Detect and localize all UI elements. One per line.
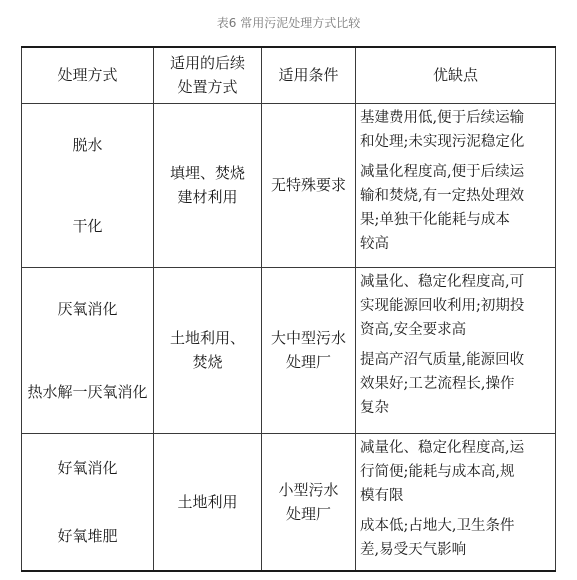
disposal-line: 建材利用 bbox=[177, 188, 238, 206]
note-line: 和处理;未实现污泥稳定化 bbox=[360, 133, 525, 150]
note-line: 较高 bbox=[360, 235, 389, 252]
table-row bbox=[22, 267, 556, 433]
condition-line: 无特殊要求 bbox=[270, 176, 346, 194]
header-condition: 适用条件 bbox=[262, 47, 356, 103]
note-line: 减量化、稳定化程度高,可 bbox=[360, 273, 525, 290]
note-line: 行简便;能耗与成本高,规 bbox=[360, 463, 515, 480]
disposal-cell bbox=[154, 103, 262, 267]
table-row bbox=[22, 433, 556, 571]
method-name: 干化 bbox=[72, 217, 103, 236]
method-name: 好氧堆肥 bbox=[57, 527, 118, 546]
header-disposal bbox=[154, 47, 262, 103]
disposal-line: 土地利用、 bbox=[169, 329, 245, 347]
note-line: 模有限 bbox=[360, 487, 404, 504]
condition-cell bbox=[262, 267, 356, 433]
header-disposal-line2: 处置方式 bbox=[177, 78, 238, 97]
disposal-line: 填埋、焚烧 bbox=[169, 164, 245, 182]
condition-cell bbox=[262, 433, 356, 571]
method-name: 脱水 bbox=[72, 135, 103, 154]
disposal-cell bbox=[154, 267, 262, 433]
method-cell bbox=[22, 433, 154, 571]
header-disposal-line1: 适用的后续 bbox=[169, 54, 245, 73]
sludge-treatment-comparison-table bbox=[21, 46, 556, 572]
condition-line: 处理厂 bbox=[285, 504, 331, 523]
note-line: 复杂 bbox=[360, 399, 389, 416]
method-cell bbox=[22, 103, 154, 267]
note-line: 果;单独干化能耗与成本 bbox=[360, 211, 510, 228]
header-pros-cons: 优缺点 bbox=[356, 47, 556, 103]
method-name: 厌氧消化 bbox=[57, 300, 118, 319]
disposal-line: 土地利用 bbox=[177, 492, 238, 511]
table-caption: 表6 常用污泥处理方式比较 bbox=[216, 16, 361, 30]
condition-cell bbox=[262, 103, 356, 267]
note-line: 提高产沼气质量,能源回收 bbox=[360, 351, 525, 368]
header-method: 处理方式 bbox=[22, 47, 154, 103]
note-line: 成本低;占地大,卫生条件 bbox=[360, 517, 515, 534]
condition-line: 小型污水 bbox=[278, 480, 339, 499]
note-line: 基建费用低,便于后续运输 bbox=[360, 109, 525, 126]
note-line: 效果好;工艺流程长,操作 bbox=[360, 375, 515, 392]
comparison-table-container bbox=[21, 46, 555, 570]
method-name: 好氧消化 bbox=[57, 459, 118, 478]
note-line: 减量化程度高,便于后续运 bbox=[360, 163, 525, 180]
table-row bbox=[22, 103, 556, 267]
note-line: 资高,安全要求高 bbox=[360, 321, 467, 338]
method-name: 热水解一厌氧消化 bbox=[27, 382, 148, 401]
pros-cons-cell bbox=[356, 433, 556, 571]
condition-line: 大中型污水 bbox=[270, 329, 346, 347]
condition-line: 处理厂 bbox=[285, 353, 331, 371]
note-line: 输和焚烧,有一定热处理效 bbox=[360, 187, 525, 204]
note-line: 差,易受天气影响 bbox=[360, 541, 467, 558]
disposal-cell bbox=[154, 433, 262, 571]
note-line: 实现能源回收利用;初期投 bbox=[360, 297, 525, 314]
pros-cons-cell bbox=[356, 103, 556, 267]
note-line: 减量化、稳定化程度高,运 bbox=[360, 439, 525, 456]
disposal-line: 焚烧 bbox=[192, 353, 223, 371]
method-cell bbox=[22, 267, 154, 433]
pros-cons-cell bbox=[356, 267, 556, 433]
table-header-row bbox=[22, 47, 556, 103]
